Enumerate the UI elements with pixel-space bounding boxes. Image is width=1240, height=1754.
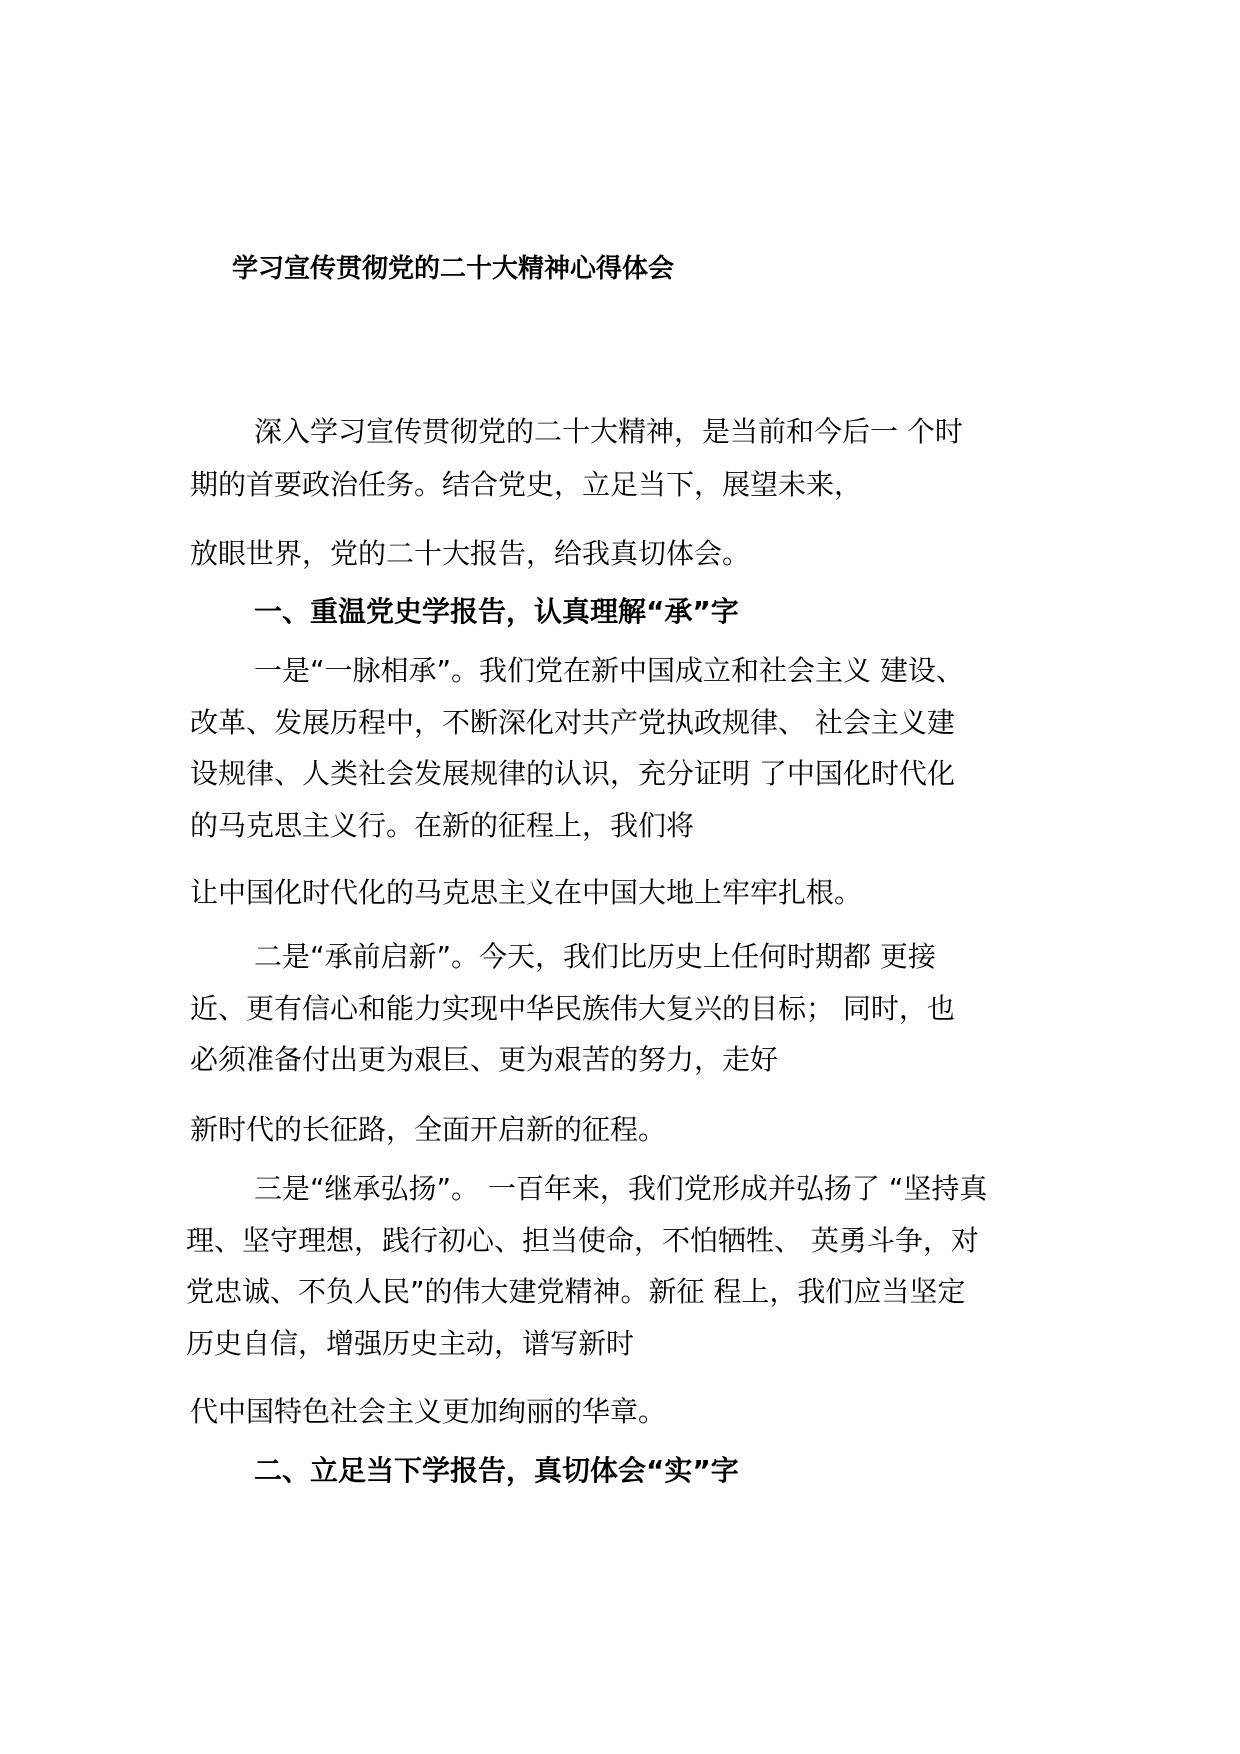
paragraph-line: 改革、发展历程中，不断深化对共产党执政规律、 社会主义建 — [190, 706, 955, 739]
paragraph-line: 新时代的长征路，全面开启新的征程。 — [190, 1113, 667, 1146]
section-heading: 二、立足当下学报告，真切体会“实”字 — [254, 1454, 739, 1487]
paragraph-line: 让中国化时代化的马克思主义在中国大地上牢牢扎根。 — [190, 876, 863, 909]
paragraph-line: 历史自信，增强历史主动，谱写新时 — [186, 1327, 635, 1360]
paragraph-line: 设规律、人类社会发展规律的认识，充分证明 了中国化时代化 — [190, 757, 955, 790]
paragraph-line: 期的首要政治任务。结合党史，立足当下，展望未来， — [190, 468, 863, 501]
paragraph-line: 必须准备付出更为艰巨、更为艰苦的努力，走好 — [190, 1043, 779, 1076]
paragraph-line: 的马克思主义行。在新的征程上，我们将 — [190, 809, 695, 842]
paragraph-line: 放眼世界，党的二十大报告，给我真切体会。 — [190, 537, 751, 570]
paragraph-line: 理、坚守理想，践行初心、担当使命，不怕牺牲、 英勇斗争，对 — [186, 1224, 979, 1257]
paragraph-line: 党忠诚、不负人民”的伟大建党精神。新征 程上，我们应当坚定 — [186, 1275, 966, 1308]
paragraph-line: 一是“一脉相承”。我们党在新中国成立和社会主义 建设、 — [254, 654, 964, 687]
paragraph-line: 近、更有信心和能力实现中华民族伟大复兴的目标； 同时，也 — [190, 992, 955, 1025]
paragraph-line: 深入学习宣传贯彻党的二十大精神，是当前和今后一 个时 — [254, 415, 963, 448]
document-title: 学习宣传贯彻党的二十大精神心得体会 — [232, 254, 675, 284]
paragraph-line: 二是“承前启新”。今天，我们比历史上任何时期都 更接 — [254, 940, 936, 973]
paragraph-line: 三是“继承弘扬”。 一百年来，我们党形成并弘扬了 “坚持真 — [254, 1172, 988, 1205]
section-heading: 一、重温党史学报告，认真理解“承”字 — [254, 595, 739, 628]
paragraph-line: 代中国特色社会主义更加绚丽的华章。 — [190, 1395, 667, 1428]
